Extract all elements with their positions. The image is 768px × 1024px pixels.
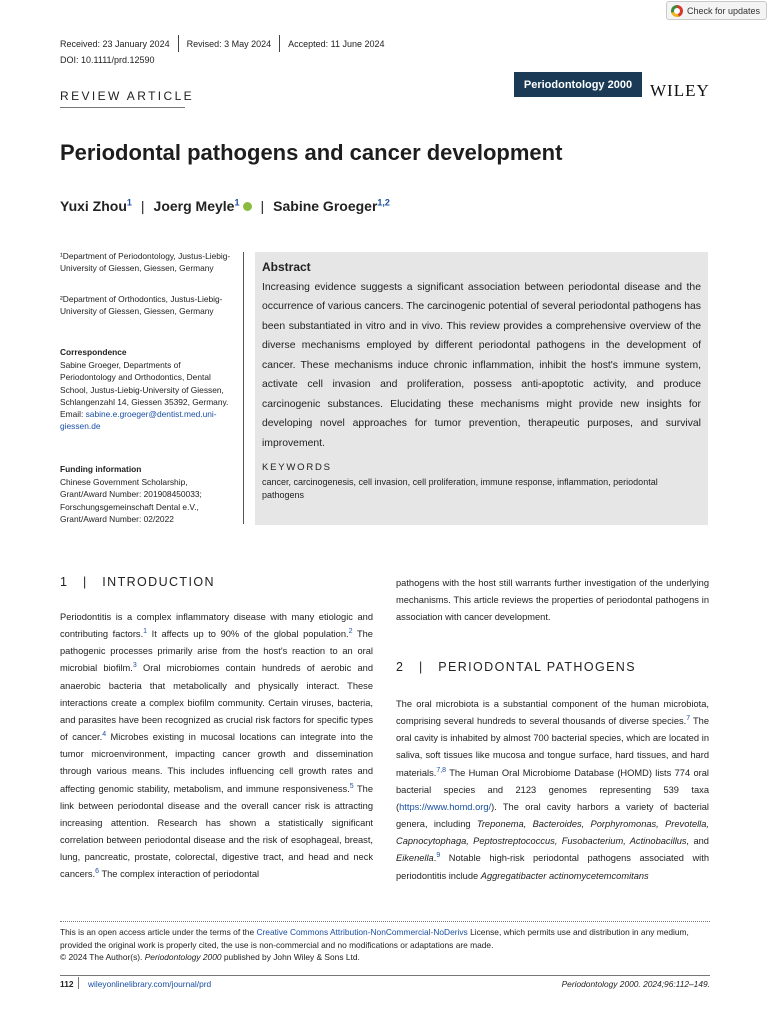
section-heading-introduction: 1 | INTRODUCTION <box>60 575 215 589</box>
check-for-updates-button[interactable] <box>666 1 767 20</box>
funding-heading: Funding information <box>60 464 142 474</box>
date-divider <box>279 35 280 52</box>
author-name[interactable]: Yuxi Zhou$^1$ <box>60 197 132 214</box>
keywords-heading: KEYWORDS <box>262 462 332 474</box>
date-divider <box>178 35 179 52</box>
publisher-logo: WILEY <box>650 81 710 100</box>
reference-link[interactable]: 4 <box>102 731 107 738</box>
abstract-text: Increasing evidence suggests a significant association between periodontal disease and the occurrence of various cancers. The carcinogenic potential of several periodontal pathogens has been substantiated in vitro and in vivo. This review provides a comprehensive overview of the diverse mechanisms employed by different periodontal pathogens in the development of cancer. These mechanisms induce chronic inflammation, inhibit the host's immune system, activate cell invasion and proliferation, possess anti-apoptotic activity, and produce carcinogenic substances. Elucidating these mechanisms might provide new insights for developing novel approaches for tumor prevention, therapeutic purposes, and survival improvement. <box>262 282 701 449</box>
reference-link[interactable]: 6 <box>95 868 100 876</box>
correspondence-heading: Correspondence <box>60 347 127 357</box>
reference-link[interactable]: 9 <box>436 852 441 860</box>
article-type-underline <box>60 107 185 108</box>
journal-badge: Periodontology 2000 <box>514 72 642 97</box>
article-type: REVIEW ARTICLE <box>60 89 195 103</box>
author-separator: | <box>260 198 265 214</box>
license-link[interactable]: Creative Commons Attribution-NonCommercial-NoDerivs <box>256 927 468 937</box>
author-list <box>60 198 390 214</box>
affiliation-2: ²Department of Orthodontics, Justus-Liebig-University of Giessen, Giessen, Germany <box>60 294 223 317</box>
author-separator: | <box>140 198 145 214</box>
author-name[interactable]: Joerg Meyle$^1$ <box>153 197 240 214</box>
pathogens-paragraph: The oral microbiota is a substantial component of the human microbiota, comprising several hundreds to several thousands of diverse species.$^7$ The oral cavity is inhabited by almost 700 bacterial species, which are located in saliva, soft tissues like mucosa and tongue surface, hard tissues, and hard materials.$^{7,8}$ The Human Oral Microbiome Database (HOMD) lists 774 oral bacterial species and 2123 genomes representing 539 taxa (https://www.homd.org/). The oral cavity harbors a variety of bacterial genera, including Treponema, Bacteroides, Porphyromonas, Prevotella, Capnocytophaga, Peptostreptococcus, Fusobacterium, Actinobacillus, and Eikenella.$^9$ Notable high-risk periodontal pathogens associated with periodontitis include Aggregatibacter actinomycetemcomitans <box>396 699 710 881</box>
affiliation-1: ¹Department of Periodontology, Justus-Liebig-University of Giessen, Giessen, Germany <box>60 251 231 274</box>
journal-url-link[interactable]: wileyonlinelibrary.com/journal/prd <box>88 979 212 989</box>
author-name[interactable]: Sabine Groeger$^{1,2}$ <box>273 197 390 214</box>
article-dates <box>60 35 385 52</box>
email-link[interactable]: sabine.e.groeger@dentist.med.uni-giessen.de <box>60 409 217 432</box>
correspondence-text: Sabine Groeger, Departments of Periodontology and Orthodontics, Dental School, Justus-Liebig-University of Giessen, Schlangenzahl 14, Giessen 35392, Germany. Email: sabine.e.groeger@dentist.med.uni-giessen.de <box>60 360 229 432</box>
citation: Periodontology 2000. 2024;96:112–149. <box>561 979 710 989</box>
keywords-text: cancer, carcinogenesis, cell invasion, cell proliferation, immune response, inflammation, periodontal pathogens <box>262 477 658 501</box>
page-number: 112 <box>60 979 74 989</box>
orcid-icon[interactable] <box>243 202 252 211</box>
homd-link[interactable]: https://www.homd.org/ <box>399 801 492 812</box>
reference-link[interactable]: 2 <box>348 628 353 636</box>
reference-link[interactable]: 1 <box>143 628 148 636</box>
reference-link[interactable]: 7,8 <box>436 766 447 774</box>
doi: DOI: 10.1111/prd.12590 <box>60 55 155 65</box>
paper-title: Periodontal pathogens and cancer development <box>60 140 563 165</box>
received-date: Received: 23 January 2024 <box>60 38 170 49</box>
footer-separator <box>78 977 79 989</box>
abstract-heading: Abstract <box>262 260 311 274</box>
reference-link[interactable]: 3 <box>132 662 137 670</box>
section-heading-periodontal-pathogens: 2 | PERIODONTAL PATHOGENS <box>396 660 636 674</box>
footer-divider <box>60 975 710 976</box>
column-divider <box>243 252 244 524</box>
license-text: This is an open access article under the terms of the Creative Commons Attribution-NonCommercial-NoDerivs License, which permits use and distribution in any medium, provided the original work is properly cited, the use is non-commercial and no modifications or adaptations are made. © 2024 The Author(s). Periodontology 2000 published by John Wiley & Sons Ltd. <box>60 927 689 963</box>
check-updates-icon <box>671 5 683 17</box>
reference-link[interactable]: 5 <box>349 782 354 790</box>
revised-date: Revised: 3 May 2024 <box>186 38 272 49</box>
abstract-box <box>255 252 708 525</box>
check-updates-label: Check for updates <box>687 5 761 16</box>
introduction-continuation: pathogens with the host still warrants further investigation of the underlying mechanisms. This article reviews the properties of periodontal pathogens in association with cancer development. <box>396 578 709 623</box>
introduction-paragraph: Periodontitis is a complex inflammatory disease with many etiologic and contributing factors.$^1$ It affects up to 90% of the global population.$^2$ The pathogenic processes primarily arise from the host's reaction to an oral microbial biofilm.$^3$ Oral microbiomes contain hundreds of aerobic and anaerobic bacteria that metabolically and physically interact. These interactions create a complex biofilm community. Certain viruses, bacteria, and parasites have been recognized as crucial risk factors for specific types of cancer.$^4$ Microbes existing in mucosal locations can integrate into the tumor microenvironment, impacting cancer growth and dissemination through various means. This includes influencing cell growth rates and affecting genomic stability, metabolism, and immune responsiveness.$^5$ The link between periodontal disease and the overall cancer risk is attracting increasing attention. Research has shown a statistically significant correlation between periodontal disease and the risk of esophageal, breast, lung, pancreatic, prostate, colorectal, digestive tract, and head and neck cancers.$^6$ The complex interaction of periodontal <box>60 612 374 880</box>
license-divider <box>60 921 710 922</box>
reference-link[interactable]: 7 <box>686 715 691 723</box>
funding-text: Chinese Government Scholarship, Grant/Award Number: 201908450033; Forschungsgemeinschaft Dental e.V., Grant/Award Number: 02/2022 <box>60 477 202 524</box>
accepted-date: Accepted: 11 June 2024 <box>288 38 385 49</box>
